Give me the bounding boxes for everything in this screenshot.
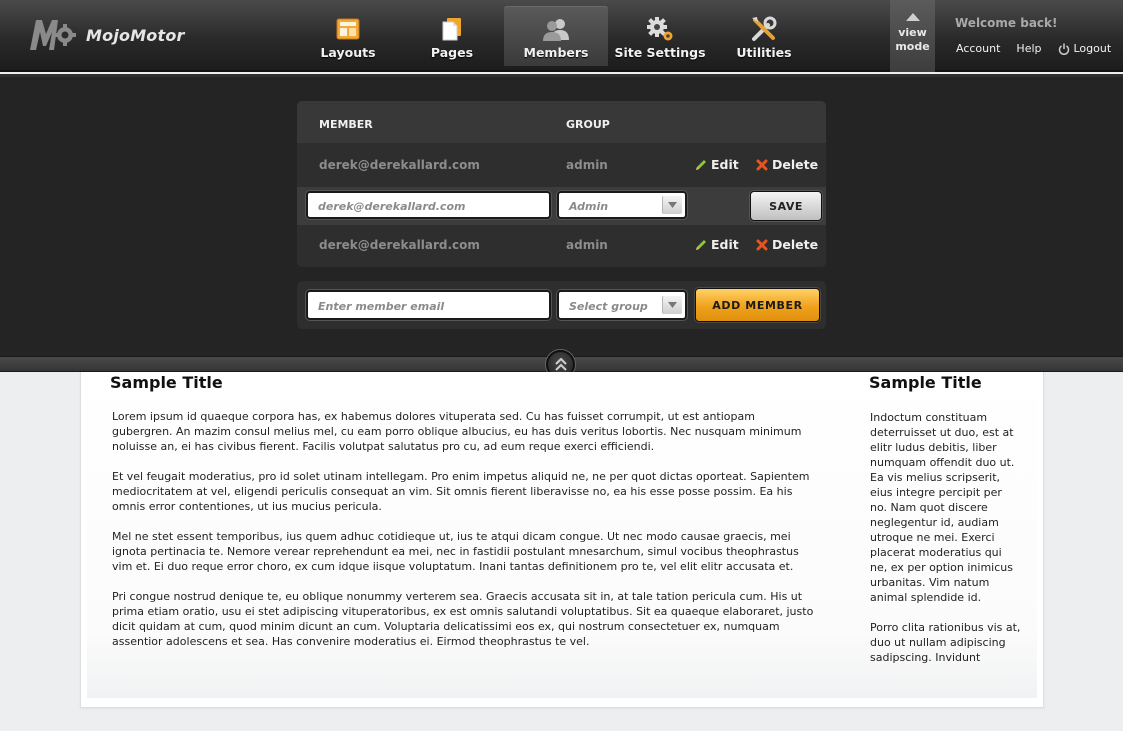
- nav-item-layouts[interactable]: [296, 6, 400, 66]
- edit-label: Edit: [711, 237, 739, 252]
- arrow-up-icon: [905, 12, 921, 22]
- nav-item-members[interactable]: [504, 6, 608, 66]
- member-email: derek@derekallard.com: [319, 158, 480, 172]
- power-icon: [1058, 43, 1070, 55]
- nav-label: Members: [523, 45, 589, 60]
- pencil-icon: [695, 159, 707, 171]
- edit-group-value: Admin: [569, 200, 609, 213]
- delete-x-icon: [756, 239, 768, 251]
- app-name: MojoMotor: [86, 25, 185, 45]
- account-links: [956, 42, 1111, 55]
- paragraph: Pri congue nostrud denique te, eu oblique nonummy verterem sea. Graecis accusata sit in, at tale tation pericula cum. His ut prima etiam oratio, usu ei stet adipiscing vituperatoribus, ex est omnis salutandi voluptatibus. Sit ea quaeque elaboraret, justo dicit quidam at cum, quod minim dicunt an cum. Voluptaria delicatissimi eos ex, qui nostrum consectetuer ex, numquam assentior adolescens et sea. Has convenire moderatius ei. Eirmod theophrastus te vel.: [112, 590, 814, 648]
- delete-button[interactable]: [756, 237, 818, 252]
- view-mode-line2: mode: [895, 40, 930, 53]
- view-mode-button[interactable]: [890, 0, 935, 72]
- main-body: [112, 409, 815, 664]
- edit-group-select[interactable]: [557, 191, 687, 219]
- group-placeholder: Select group: [569, 300, 648, 313]
- layouts-icon: [334, 15, 362, 43]
- gears-icon: [646, 15, 674, 43]
- page-content: [80, 372, 1044, 708]
- tools-icon: [750, 15, 778, 43]
- account-link[interactable]: Account: [956, 42, 1001, 55]
- save-button[interactable]: SAVE: [750, 191, 822, 221]
- member-email: derek@derekallard.com: [319, 238, 480, 252]
- delete-x-icon: [756, 159, 768, 171]
- members-icon: [542, 15, 570, 43]
- paragraph: Mel ne stet essent temporibus, ius quem adhuc cotidieque ut, ius te atqui dicam congue. Ut nec modo causae graecis, mei ignota pertinacia te. Nemore verear reprehendunt ea mei, nec in fastidii postulant mnesarchum, simul vocibus theophrastus vim et. Ei duo reque error choro, ex cum idque iisque voluptatum. Inani tantas definitionem pro te, vel elit elitr accusata et.: [112, 530, 799, 573]
- member-group: admin: [566, 238, 608, 252]
- edit-member-row: [297, 187, 826, 225]
- paragraph: Lorem ipsum id quaeque corpora has, ex habemus dolores vituperata sed. Cu has fuisset corrumpit, ut est antiopam gubergren. An mazim consul melius mel, cu eam porro oblique albucius, eu has duis veritus lobortis. Nec nusquam minimum noluisse an, ei has civibus fierent. Facilis volutpat salutatus pro cu, ad eum reque exerci efficiendi.: [112, 410, 802, 453]
- double-chevron-up-icon: [555, 358, 567, 372]
- help-link[interactable]: Help: [1016, 42, 1042, 55]
- logo[interactable]: [28, 18, 185, 52]
- nav-item-utilities[interactable]: [712, 6, 816, 66]
- add-member-button[interactable]: ADD MEMBER: [695, 288, 820, 322]
- mojomotor-logo-icon: [28, 18, 76, 52]
- nav-label: Pages: [430, 45, 474, 60]
- member-group: admin: [566, 158, 608, 172]
- logout-link[interactable]: [1058, 42, 1112, 55]
- nav-label: Layouts: [320, 45, 376, 60]
- members-table: [297, 101, 826, 267]
- admin-panel: [0, 74, 1123, 358]
- column-header-group: GROUP: [566, 118, 610, 131]
- paragraph: Porro clita rationibus vis at, duo ut nullam adipiscing sadipscing. Invidunt: [870, 621, 1021, 664]
- nav-label: Site Settings: [614, 45, 706, 60]
- side-title: Sample Title: [869, 373, 982, 392]
- edit-button[interactable]: [695, 237, 739, 252]
- paragraph: Et vel feugait moderatius, pro id solet utinam intellegam. Pro enim impetus aliquid ne, ne per quot dictas oporteat. Sapientem mediocritatem at vel, eligendi periculis consequat an vim. Sit omnis fierent liberavisse no, ea his esse posse possim. Ea his omnis error contentiones, ut ius mucius pericula.: [112, 470, 810, 513]
- table-header: [297, 101, 826, 143]
- main-nav: [296, 6, 816, 66]
- paragraph: Indoctum constituam deterruisset ut duo, est at elitr ludus debitis, liber numquam offendit duo ut. Ea vis melius scripserit, eius integre percipit per no. Nam quot discere neglegentur id, audiam utroque ne mei. Exerci placerat moderatius qui ne, ex per option inimicus urbanitas. Vim natum animal splendide id.: [870, 411, 1015, 604]
- nav-item-site-settings[interactable]: [608, 6, 712, 66]
- chevron-down-icon: [662, 296, 682, 314]
- new-member-email-input[interactable]: Enter member email: [306, 290, 551, 320]
- welcome-text: Welcome back!: [955, 16, 1058, 30]
- side-body: [870, 410, 1022, 680]
- add-member-form: [297, 281, 826, 329]
- delete-button[interactable]: [756, 157, 818, 172]
- table-row: [297, 225, 826, 265]
- top-bar: [0, 0, 1123, 72]
- column-header-member: MEMBER: [319, 118, 373, 131]
- chevron-down-icon: [662, 196, 682, 214]
- edit-email-field[interactable]: derek@derekallard.com: [306, 191, 551, 219]
- pages-icon: [438, 15, 466, 43]
- table-row: [297, 145, 826, 185]
- nav-item-pages[interactable]: [400, 6, 504, 66]
- nav-label: Utilities: [736, 45, 792, 60]
- main-title: Sample Title: [110, 373, 223, 392]
- logout-label: Logout: [1073, 42, 1112, 55]
- edit-label: Edit: [711, 157, 739, 172]
- delete-label: Delete: [772, 237, 819, 252]
- view-mode-label: [895, 26, 929, 54]
- new-member-group-select[interactable]: [557, 290, 687, 320]
- delete-label: Delete: [772, 157, 819, 172]
- pencil-icon: [695, 239, 707, 251]
- edit-button[interactable]: [695, 157, 739, 172]
- view-mode-line1: view: [898, 26, 927, 39]
